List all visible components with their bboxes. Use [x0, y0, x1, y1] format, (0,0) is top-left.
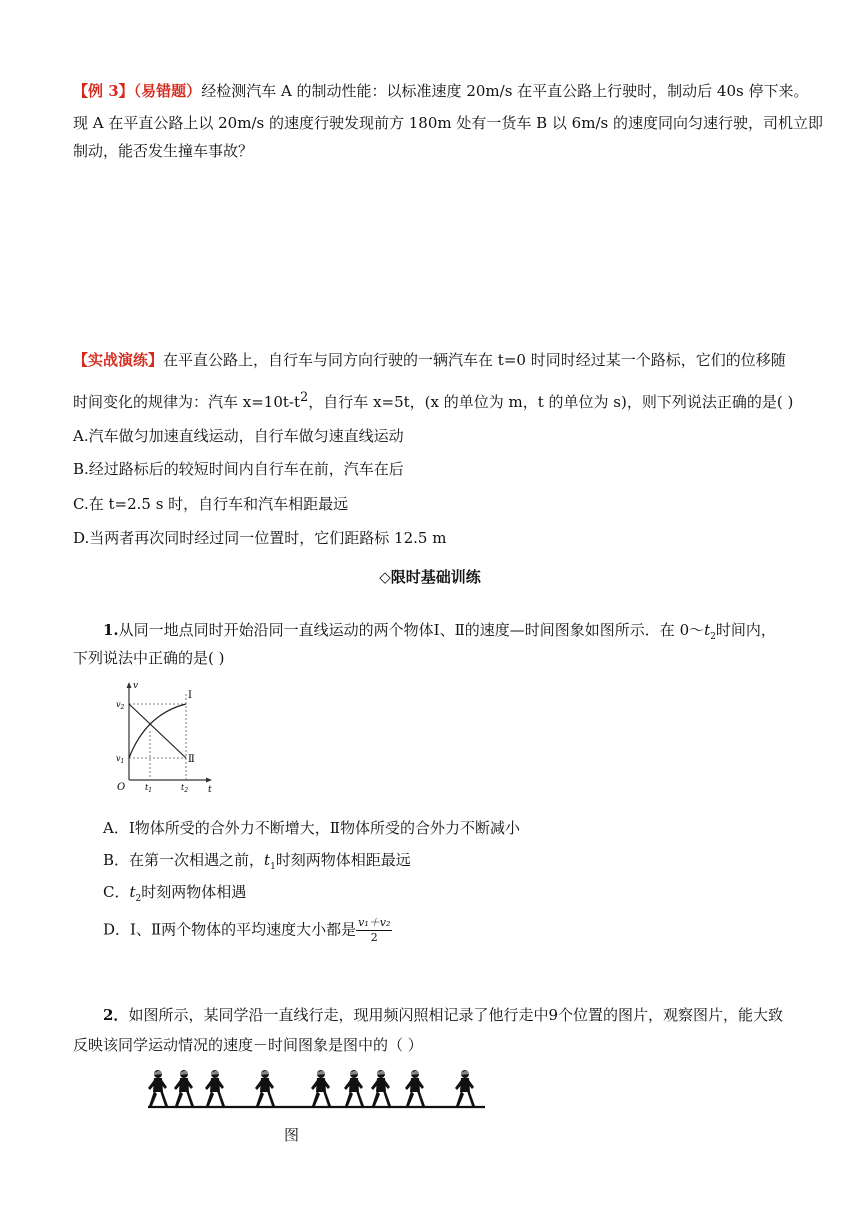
q1-option-a: A．Ⅰ物体所受的合外力不断增大，Ⅱ物体所受的合外力不断减小 — [103, 819, 520, 837]
v1-symbol: v — [116, 754, 121, 763]
t2-label — [181, 783, 188, 794]
q1-option-d-text: D．Ⅰ、Ⅱ两个物体的平均速度大小都是 — [103, 920, 357, 939]
practice-tag: 【实战演练】 — [73, 351, 164, 369]
example3-line1 — [73, 81, 808, 101]
q1-option-b-t: t — [264, 851, 271, 869]
walker-icon — [371, 1070, 391, 1106]
q2-figure-caption: 图 — [284, 1126, 300, 1144]
example3-line2: 现 A 在平直公路上以 20m/s 的速度行驶发现前方 180m 处有一货车 B 以 6m/s 的速度同向匀速行驶，司机立即 — [73, 114, 823, 132]
walker-icon — [344, 1070, 364, 1106]
curve-ii — [129, 704, 186, 758]
q2-number: 2． — [103, 1006, 129, 1024]
walker-icon — [455, 1070, 475, 1106]
walker-icon — [405, 1070, 425, 1106]
curve-i-label: Ⅰ — [188, 690, 192, 701]
q1-text1b: 时间内， — [715, 621, 776, 639]
practice-line1 — [73, 350, 786, 370]
fraction-numerator: v₁＋v₂ — [358, 916, 391, 929]
average-velocity-fraction — [356, 916, 392, 945]
t1-symbol: t — [145, 783, 149, 792]
v2-symbol: v — [116, 700, 121, 709]
v2-label — [116, 700, 125, 711]
q1-option-c-text2: 时刻两物体相遇 — [141, 883, 247, 901]
v1-sub: 1 — [120, 758, 125, 765]
practice-option-d: D.当两者再次同时经过同一位置时，它们距路标 12.5 m — [73, 529, 447, 547]
q2-line2: 反映该同学运动情况的速度－时间图象是图中的（ ） — [73, 1036, 423, 1054]
t1-sub: 1 — [148, 787, 153, 794]
example3-tag: 【例 3】 — [73, 82, 134, 100]
q1-line2: 下列说法中正确的是( ) — [73, 649, 225, 667]
practice-text2: ，自行车 x=5t，(x 的单位为 m，t 的单位为 s)，则下列说法正确的是( ) — [308, 393, 794, 411]
practice-option-c: C.在 t=2.5 s 时，自行车和汽车相距最远 — [73, 495, 349, 513]
example3-line3: 制动，能否发生撞车事故？ — [73, 142, 254, 160]
q1-option-b-sub: 1 — [270, 862, 276, 872]
q1-number: 1. — [103, 621, 119, 639]
q1-t2-sub: 2 — [710, 632, 716, 642]
v1-label — [116, 754, 124, 765]
q1-option-c-sub: 2 — [135, 894, 142, 904]
q1-option-c — [103, 882, 246, 909]
q1-option-b-text: B．在第一次相遇之前， — [103, 851, 265, 869]
v2-sub: 2 — [120, 704, 125, 711]
curve-ii-label: Ⅱ — [188, 754, 195, 765]
q1-option-b — [103, 850, 411, 877]
practice-line2 — [73, 388, 793, 412]
q2-line1 — [103, 1005, 783, 1025]
q1-t2-symbol: t — [704, 621, 711, 639]
v-axis-arrow — [127, 682, 132, 688]
fraction-denominator: 2 — [370, 931, 378, 944]
walker-icon — [205, 1070, 225, 1106]
t-axis-arrow — [206, 778, 212, 783]
t2-symbol: t — [181, 783, 185, 792]
walker-icon — [255, 1070, 275, 1106]
example3-label: （易错题） — [133, 82, 202, 100]
walker-icon — [174, 1070, 194, 1106]
q1-line1 — [103, 620, 776, 647]
practice-exponent: 2 — [300, 390, 309, 405]
origin-label: O — [117, 782, 126, 793]
q1-text1: 从同一地点同时开始沿同一直线运动的两个物体Ⅰ、Ⅱ的速度—时间图象如图所示．在 0～ — [118, 621, 705, 639]
q1-option-b-text2: 时刻两物体相距最远 — [275, 851, 411, 869]
q1-option-d — [103, 916, 392, 945]
q2-text1: 如图所示，某同学沿一直线行走，现用频闪照相记录了他行走中9个位置的图片，观察图片，能大致 — [128, 1006, 783, 1024]
practice-option-a: A.汽车做匀加速直线运动，自行车做匀速直线运动 — [73, 427, 404, 445]
velocity-time-graph — [108, 676, 218, 794]
practice-option-b: B.经过路标后的较短时间内自行车在前，汽车在后 — [73, 460, 404, 478]
q1-option-c-t: t — [129, 883, 136, 901]
walker-icon — [311, 1070, 331, 1106]
walker-icon — [148, 1070, 168, 1106]
practice-formula: 时间变化的规律为：汽车 x=10t-t — [73, 393, 301, 411]
v-axis-label: v — [133, 681, 139, 691]
t-axis-label: t — [208, 785, 212, 794]
example3-text1: 经检测汽车 A 的制动性能：以标准速度 20m/s 在平直公路上行驶时，制动后 40s 停下来。 — [201, 82, 809, 100]
t2-sub: 2 — [184, 787, 189, 794]
q1-option-c-text: C． — [103, 883, 130, 901]
stroboscopic-walker-figure — [140, 1068, 500, 1114]
t1-label — [145, 783, 152, 794]
practice-text1: 在平直公路上，自行车与同方向行驶的一辆汽车在 t=0 时同时经过某一个路标，它们的位移随 — [163, 351, 786, 369]
section-title: ◇限时基础训练 — [379, 568, 481, 586]
